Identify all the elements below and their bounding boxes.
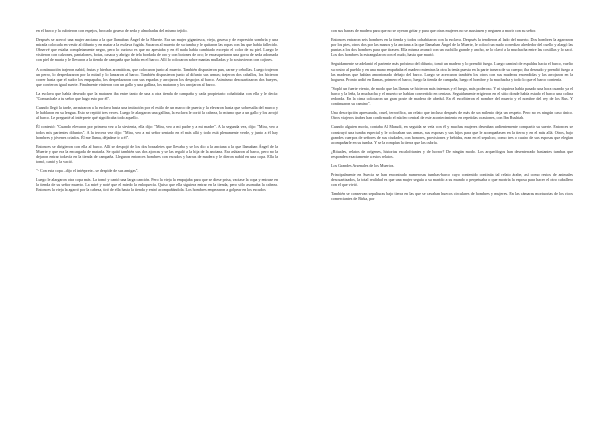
left-paragraph-6: Él contestó: "Cuando elevaron por primera vez a la sirvienta, ella dijo: "Mira, veo a mi padre y a mi madre". A la segunda vez, dijo: "Mira, veo a todos mis parientes difuntos". A la tercera vez dijo: "Mira, veo a mi señor sentado en el más allá y todo está plenamente verde, y junto a él hay hombres y jóvenes criados. Él me llama, déjadme ir a él". [36, 124, 278, 140]
left-paragraph-8: "- Con esta copa –dijo el intérprete– se despide de sus amigas". [36, 168, 139, 174]
left-paragraph-3: A continuación trajeron nabid, frutas y hierbas aromáticas, que colocaron junto al muerto. También dispusieron pan, carne y cebollas. Luego trajeron un perro, lo despedazaron por la mitad y lo lanzaron al barco. También dispusieron junto al difunto sus armas; trajeron dos caballos, los hicieron correr hasta que el sudor los empapaba, los despedazaron con sus espadas y arrojaron los despojos al barco. Asimismo descuartizaron dos bueyes, que corrieron igual suerte. Finalmente vinieron con un gallo y una gallina, los mataron y los arrojaron al barco. [36, 66, 278, 87]
right-paragraph-2: Entonces entraron seis hombres en la tienda y todos cohabitaron con la esclava. Después la tendieron al lado del muerto. Dos hombres la agarraron por los pies, otros dos por las manos y la anciana a la que llamaban Ángel de la Muerte, le colocó un nudo corredizo alrededor del cuello y alargó las puntas a los dos hombres para que tirasen. Ella misma avanzó con un cuchillo grande y ancho, se lo clavó a la muchacha entre las costillas y lo sacó. Los dos hombres la estrangularon con el nudo, hasta que murió. [331, 37, 573, 58]
right-page [331, 28, 573, 416]
left-paragraph-4: La esclava que había deseado que la matasen iba entre tanto de una a otra tienda de campaña y cada propietario cohabitaba con ella y le decía: "Comunícale a tu señor que hago esto por él". [36, 90, 278, 102]
left-paragraph-1: en el barco y la cubrieron con espejos, brocado grueso de seda y almohadas del mismo tejido. [36, 28, 188, 33]
right-paragraph-4: "Sopló un fuerte viento, de modo que las llamas se hicieron más intensas y el fuego, más poderoso. Y ni siquiera había pasado una hora cuando ya el barco y la leña, la muchacha y el muerto se habían convertido en cenizas. Seguidamente erigieron en el sitio donde había estado el barco una colina redonda. En la cima colocaron un gran poste de madera de abedul. En él escribieron el nombre del muerto y el nombre del rey de los Rus. Y continuaron su camino". [331, 85, 573, 107]
left-paragraph-7: Entonces se dirigieron con ella al barco. Allí se despojó de los dos brazaletes que llevaba y se los dio a la anciana a la que llamaban Ángel de la Muerte y que era la encargada de matarla. Se quitó también sus dos ajorcas y se las regaló a la hija de la anciana. Era ashtaron al barco, pero no la dejaron entrar todavía en la tienda de campaña. Llegaron entonces hombres con escudos y barras de madera y le dieron nabid en una copa. Ella la tomó, cantó y la vació. [36, 143, 278, 164]
left-paragraph-5: Cuando llegó la tarde, arrastraron a la esclava hasta una imitación por el estilo de un marco de puerta y la elevaron hasta que sobresalía del marco y le hablaron en su lengua. Esto se repitió tres veces. Luego le alargaron una gallina, la esclava le cortó la cabeza, lo mismo que a un gallo y los arrojó al barco. Le pregunté al intérprete qué significaba todo aquello. [36, 105, 278, 121]
left-paragraph-2: Después se acercó una mujer anciana a la que llamaban Ángel de la Muerte. Era un mujer gigantesca, vieja, gruesa y de expresión sombría y una mirada colocada en vestir al difunto y en matar a la esclava fugida. Sacaron al muerto de su tumba y le quitaron las ropas con las que había fallecido. Observé que estaba completamente negro, pero lo curioso es que no apestaba y en él nada había cambiado excepto el color de su piel. Luego le vistieron con calzones, pantalones, botas, casaca y abrigo de tela bordada de oro y con botones de oro; le encasquetaron una gorra de seda adornada con piel de marta y le llevaron a la tienda de campaña que había en el barco. Allí lo colocaron sobre mantas mulladas y lo sostuvieron con cojines. [36, 37, 278, 63]
left-page [36, 28, 278, 416]
section-heading: Los Grandes Arsenales de los Muertos. [331, 162, 395, 168]
right-paragraph-6: Cuando alguien moría, contaba Al Masudi, en seguida se veía con él y muchas mujeres deseaban ardientemente compartir su suerte. Entonces se construyó una tumba especial y le colocaban sus armas, sus esposas y sus hijos para que le acompañasen en la tierra y en el más allá. Otros, bajo grandes cuerpos de señores de sus ciudades, con honores, provisiones y bebidas, eran en el sepulcro, como tres o cuatro de sus esposas que elegían acompañarle en su tumba. Y se la rompían la tierra que las cubría. [331, 124, 573, 145]
right-paragraph-9: También se conservan sepulturas bajo tierra en las que se cavaban huecos circulares de hombres y mujeres. En las cámaras mortuorias de los ricos comerciantes de Birka, por [331, 191, 573, 202]
right-paragraph-8: Principalmente en Suecia se han encontrado numerosas tumbas-barco cuyo contenido continúa tal relato árabe, así como restos de animales descuartizados, la total realidad es que una mujer seguía a su marido a su mundo o perpetuaba o que moriría la esposa para hacer el otro caballero con el que vivió. [331, 172, 573, 188]
right-paragraph-1: con sus barras de madera para que no se oyeran gritar y para que otras mujeres no se asustasen y negasen a morir con su señor. [331, 28, 536, 33]
right-paragraph-5: Una descripción apresurada, cruel, terrorífica, un relato que incluso después de más de un milenio deja un respeto. Pero no es ningún caso único. Otros viajeros árabes han confirmado el núcleo central de este acontecimiento en repetidas ocasiones, con Ibn Rushtah. [331, 110, 573, 121]
right-paragraph-3: Seguidamente se adelantó el pariente más próximo del difunto, tomó un madero y lo prendió fuego. Luego caminó de espaldas hacia el barco, vuelto su rostro al pueblo y en una mano empuñaba el madero mientras la otra la tenía puesta en la parte trasera de su cuerpo; iba desnudo y prendió fuego a las maderas que habían amontonado debajo del barco. Luego se acercaron también los otros con sus maderas encendidas y las arrojaron en la hoguera. Pronto ardió en llamas, primero el barco, luego la tienda de campaña, luego el hombre y la muchacha y todo lo que el barco contenía. [331, 61, 573, 82]
left-paragraph-9: Luego le alargaron otra copa más. La tomó y cantó una larga canción. Pero la vieja la empujaba para que se diese prisa, vaciase la copa y entrase en la tienda de su señor muerto. La miré y noté que el miedo la enloquecía. Quiso que ella siguiera entrar en la tienda, pero sólo asomaba la cabeza. Entonces la vieja la agarró por la cabeza, tiró de ella hasta la tienda y entró acompañándola. Los hombres empezaron a golpear en los escudos [36, 177, 278, 193]
right-paragraph-7: ¿Rituales, relatos de orígenes, historias escalofriantes y de horror? De ningún modo. Los arqueólogos han desenterrado bastantes tumbas que responden exactamente a estos relatos. [331, 148, 573, 159]
